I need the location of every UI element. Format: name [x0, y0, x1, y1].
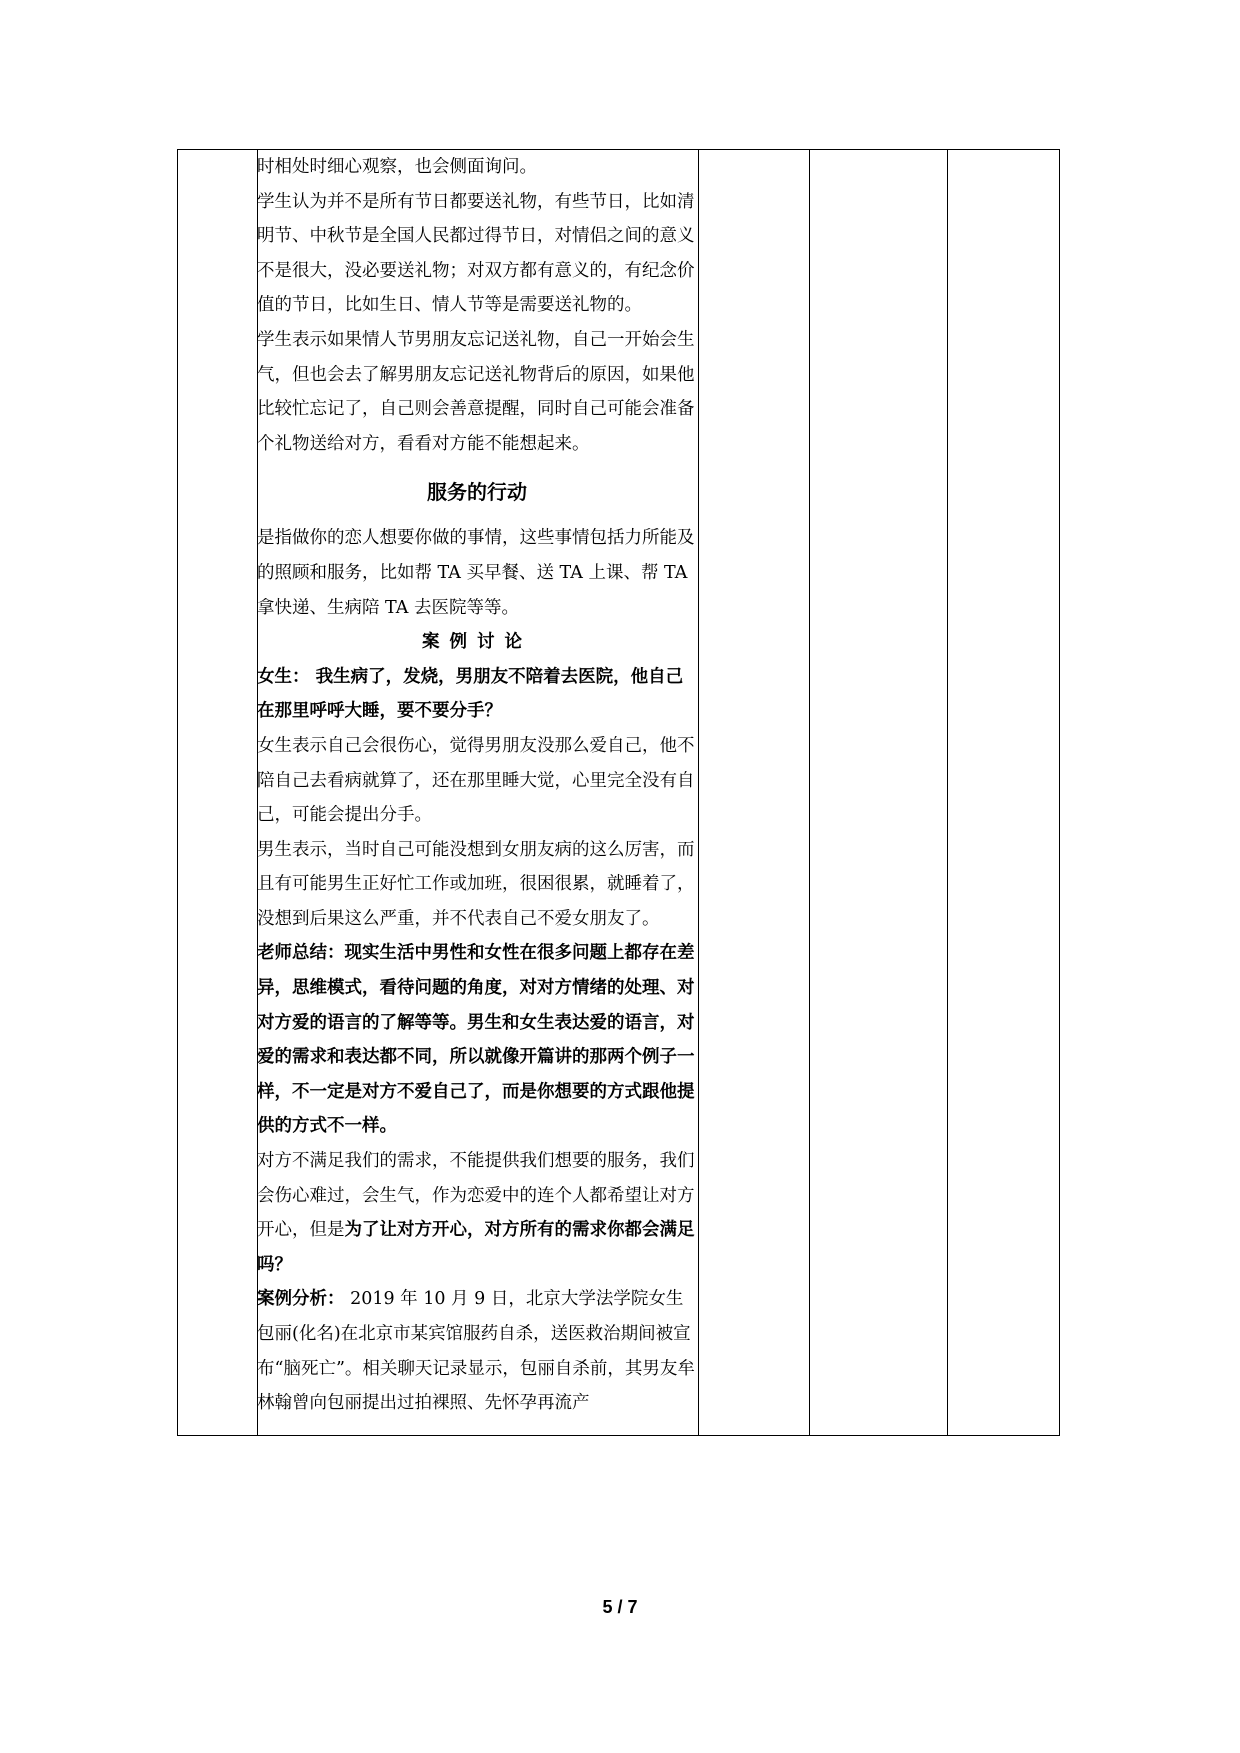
paragraph: [257, 1144, 697, 1282]
case-analysis-label: 案例分析：: [257, 1289, 345, 1310]
column-divider-3: [809, 150, 810, 1435]
subheading: 案例讨论: [422, 632, 532, 653]
paragraph: 学生表示如果情人节男朋友忘记送礼物，自己一开始会生气，但也会去了解男朋友忘记送礼物背后的原因，如果他比较忙忘记了，自己则会善意提醒，同时自己可能会准备个礼物送给对方，看看对方能不能想起来。: [257, 329, 695, 454]
case-question: 女生： 我生病了，发烧，男朋友不陪着去医院，他自己在那里呼呼大睡，要不要分手？: [257, 666, 684, 722]
paragraph-emphasis: 为了让对方开心，对方所有的需求你都会满足吗？: [257, 1220, 695, 1275]
paragraph: 是指做你的恋人想要你做的事情，这些事情包括力所能及的照顾和服务，比如帮 TA 买早餐、送 TA 上课、帮 TA 拿快递、生病陪 TA 去医院等等。: [257, 528, 695, 618]
section-heading: 服务的行动: [427, 480, 527, 505]
paragraph-text: 对方不满足我们的需求，不能提供我们想要的服务，我们会伤心难过，会生气，作为恋爱中的连个人都希望让对方开心，但是: [257, 1151, 695, 1241]
column-divider-2: [698, 150, 699, 1435]
paragraph: 学生认为并不是所有节日都要送礼物，有些节日，比如清明节、中秋节是全国人民都过得节日，对情侣之间的意义不是很大，没必要送礼物；对双方都有意义的，有纪念价值的节日，比如生日、情人节等是需要送礼物的。: [257, 191, 695, 316]
case-analysis-text: 2019 年 10 月 9 日，北京大学法学院女生包丽(化名)在北京市某宾馆服药自杀，送医救治期间被宣布“脑死亡”。相关聊天记录显示，包丽自杀前，其男友牟林翰曾向包丽提出过拍裸照、先怀孕再流产: [257, 1289, 695, 1414]
paragraph: 男生表示，当时自己可能没想到女朋友病的这么厉害，而且有可能男生正好忙工作或加班，很困很累，就睡着了，没想到后果这么严重，并不代表自己不爱女朋友了。: [257, 839, 695, 929]
column-divider-4: [947, 150, 948, 1435]
paragraph: 时相处时细心观察，也会侧面询问。: [257, 157, 537, 177]
teacher-summary: 老师总结：现实生活中男性和女性在很多问题上都存在差异，思维模式，看待问题的角度，对对方情绪的处理、对对方爱的语言的了解等等。男生和女生表达爱的语言，对爱的需求和表达都不同，所以就像开篇讲的那两个例子一样，不一定是对方不爱自己了，而是你想要的方式跟他提供的方式不一样。: [257, 943, 695, 1137]
case-analysis: [257, 1282, 697, 1420]
paragraph: 女生表示自己会很伤心，觉得男朋友没那么爱自己，他不陪自己去看病就算了，还在那里睡大觉，心里完全没有自己，可能会提出分手。: [257, 735, 695, 826]
content-cell: [257, 150, 697, 1434]
page-number: 5 / 7: [602, 1597, 638, 1617]
